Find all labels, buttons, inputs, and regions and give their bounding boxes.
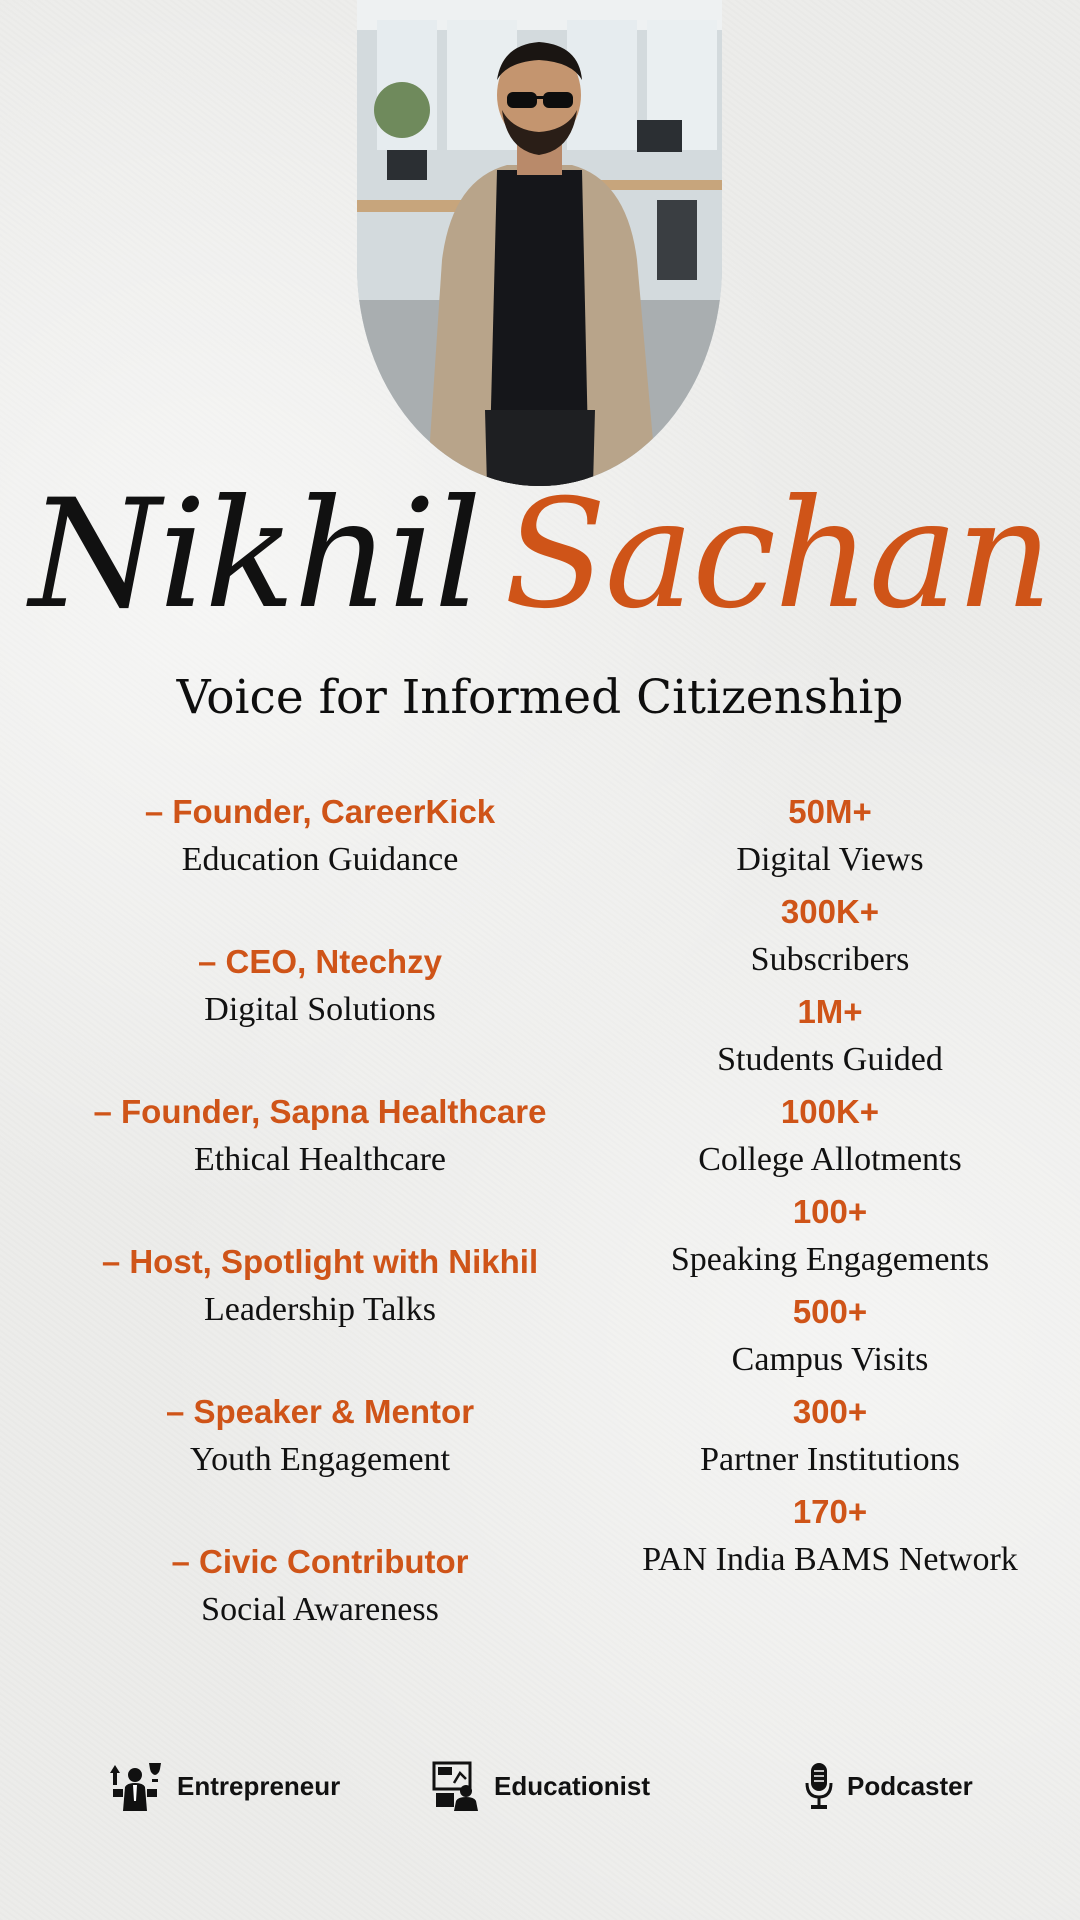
stat-item (610, 1388, 1050, 1488)
footer-label: Educationist (494, 1770, 651, 1801)
stat-value: 100+ (792, 1193, 868, 1230)
stat-item (610, 988, 1050, 1088)
stat-label: Speaking Engagements (670, 1241, 990, 1278)
role-item (40, 788, 600, 938)
roles-list (40, 788, 600, 1688)
role-title: – Speaker & Mentor (165, 1393, 475, 1430)
stat-label: PAN India BAMS Network (642, 1541, 1018, 1578)
microphone-icon (805, 1761, 833, 1811)
role-item (40, 1238, 600, 1388)
role-subtitle: Leadership Talks (203, 1291, 437, 1328)
stat-label: Partner Institutions (700, 1441, 960, 1478)
profile-name (0, 470, 1080, 660)
profile-photo (357, 0, 722, 486)
role-item (40, 1388, 600, 1538)
stat-value: 50M+ (788, 793, 872, 830)
stat-item (610, 1088, 1050, 1188)
footer-label: Podcaster (847, 1770, 973, 1801)
stat-item (610, 1288, 1050, 1388)
stat-value: 1M+ (797, 993, 863, 1030)
educationist-icon (432, 1761, 480, 1811)
footer-roles (0, 1756, 1080, 1816)
stat-item (610, 1188, 1050, 1288)
tagline: Voice for Informed Citizenship (176, 670, 904, 725)
stat-value: 500+ (792, 1293, 868, 1330)
stat-item (610, 788, 1050, 888)
role-title: – Founder, CareerKick (144, 793, 496, 830)
role-item (40, 1088, 600, 1238)
role-subtitle: Social Awareness (201, 1591, 439, 1628)
role-subtitle: Digital Solutions (204, 991, 436, 1028)
role-subtitle: Education Guidance (181, 841, 459, 878)
stat-item (610, 888, 1050, 988)
role-subtitle: Youth Engagement (189, 1441, 451, 1478)
stat-label: Digital Views (736, 841, 924, 878)
stat-label: Students Guided (717, 1041, 943, 1078)
stats-list (610, 788, 1050, 1588)
last-name: Sachan (503, 468, 1051, 642)
footer-item-educationist (432, 1756, 650, 1816)
first-name: Nikhil (29, 468, 480, 642)
stat-label: Campus Visits (731, 1341, 929, 1378)
stat-value: 100K+ (780, 1093, 880, 1130)
footer-item-podcaster (805, 1756, 973, 1816)
footer-label: Entrepreneur (177, 1770, 341, 1801)
profile-photo-illustration (357, 0, 722, 486)
role-title: – Civic Contributor (171, 1543, 469, 1580)
stat-value: 300K+ (780, 893, 880, 930)
stat-value: 170+ (792, 1493, 868, 1530)
role-title: – CEO, Ntechzy (198, 943, 442, 980)
stat-label: College Allotments (698, 1141, 962, 1178)
footer-item-entrepreneur (107, 1756, 340, 1816)
role-item (40, 938, 600, 1088)
stat-value: 300+ (792, 1393, 868, 1430)
role-title: – Host, Spotlight with Nikhil (101, 1243, 539, 1280)
stat-item (610, 1488, 1050, 1588)
role-title: – Founder, Sapna Healthcare (93, 1093, 547, 1130)
role-item (40, 1538, 600, 1688)
stat-label: Subscribers (750, 941, 910, 978)
role-subtitle: Ethical Healthcare (193, 1141, 446, 1178)
entrepreneur-icon (107, 1761, 163, 1811)
